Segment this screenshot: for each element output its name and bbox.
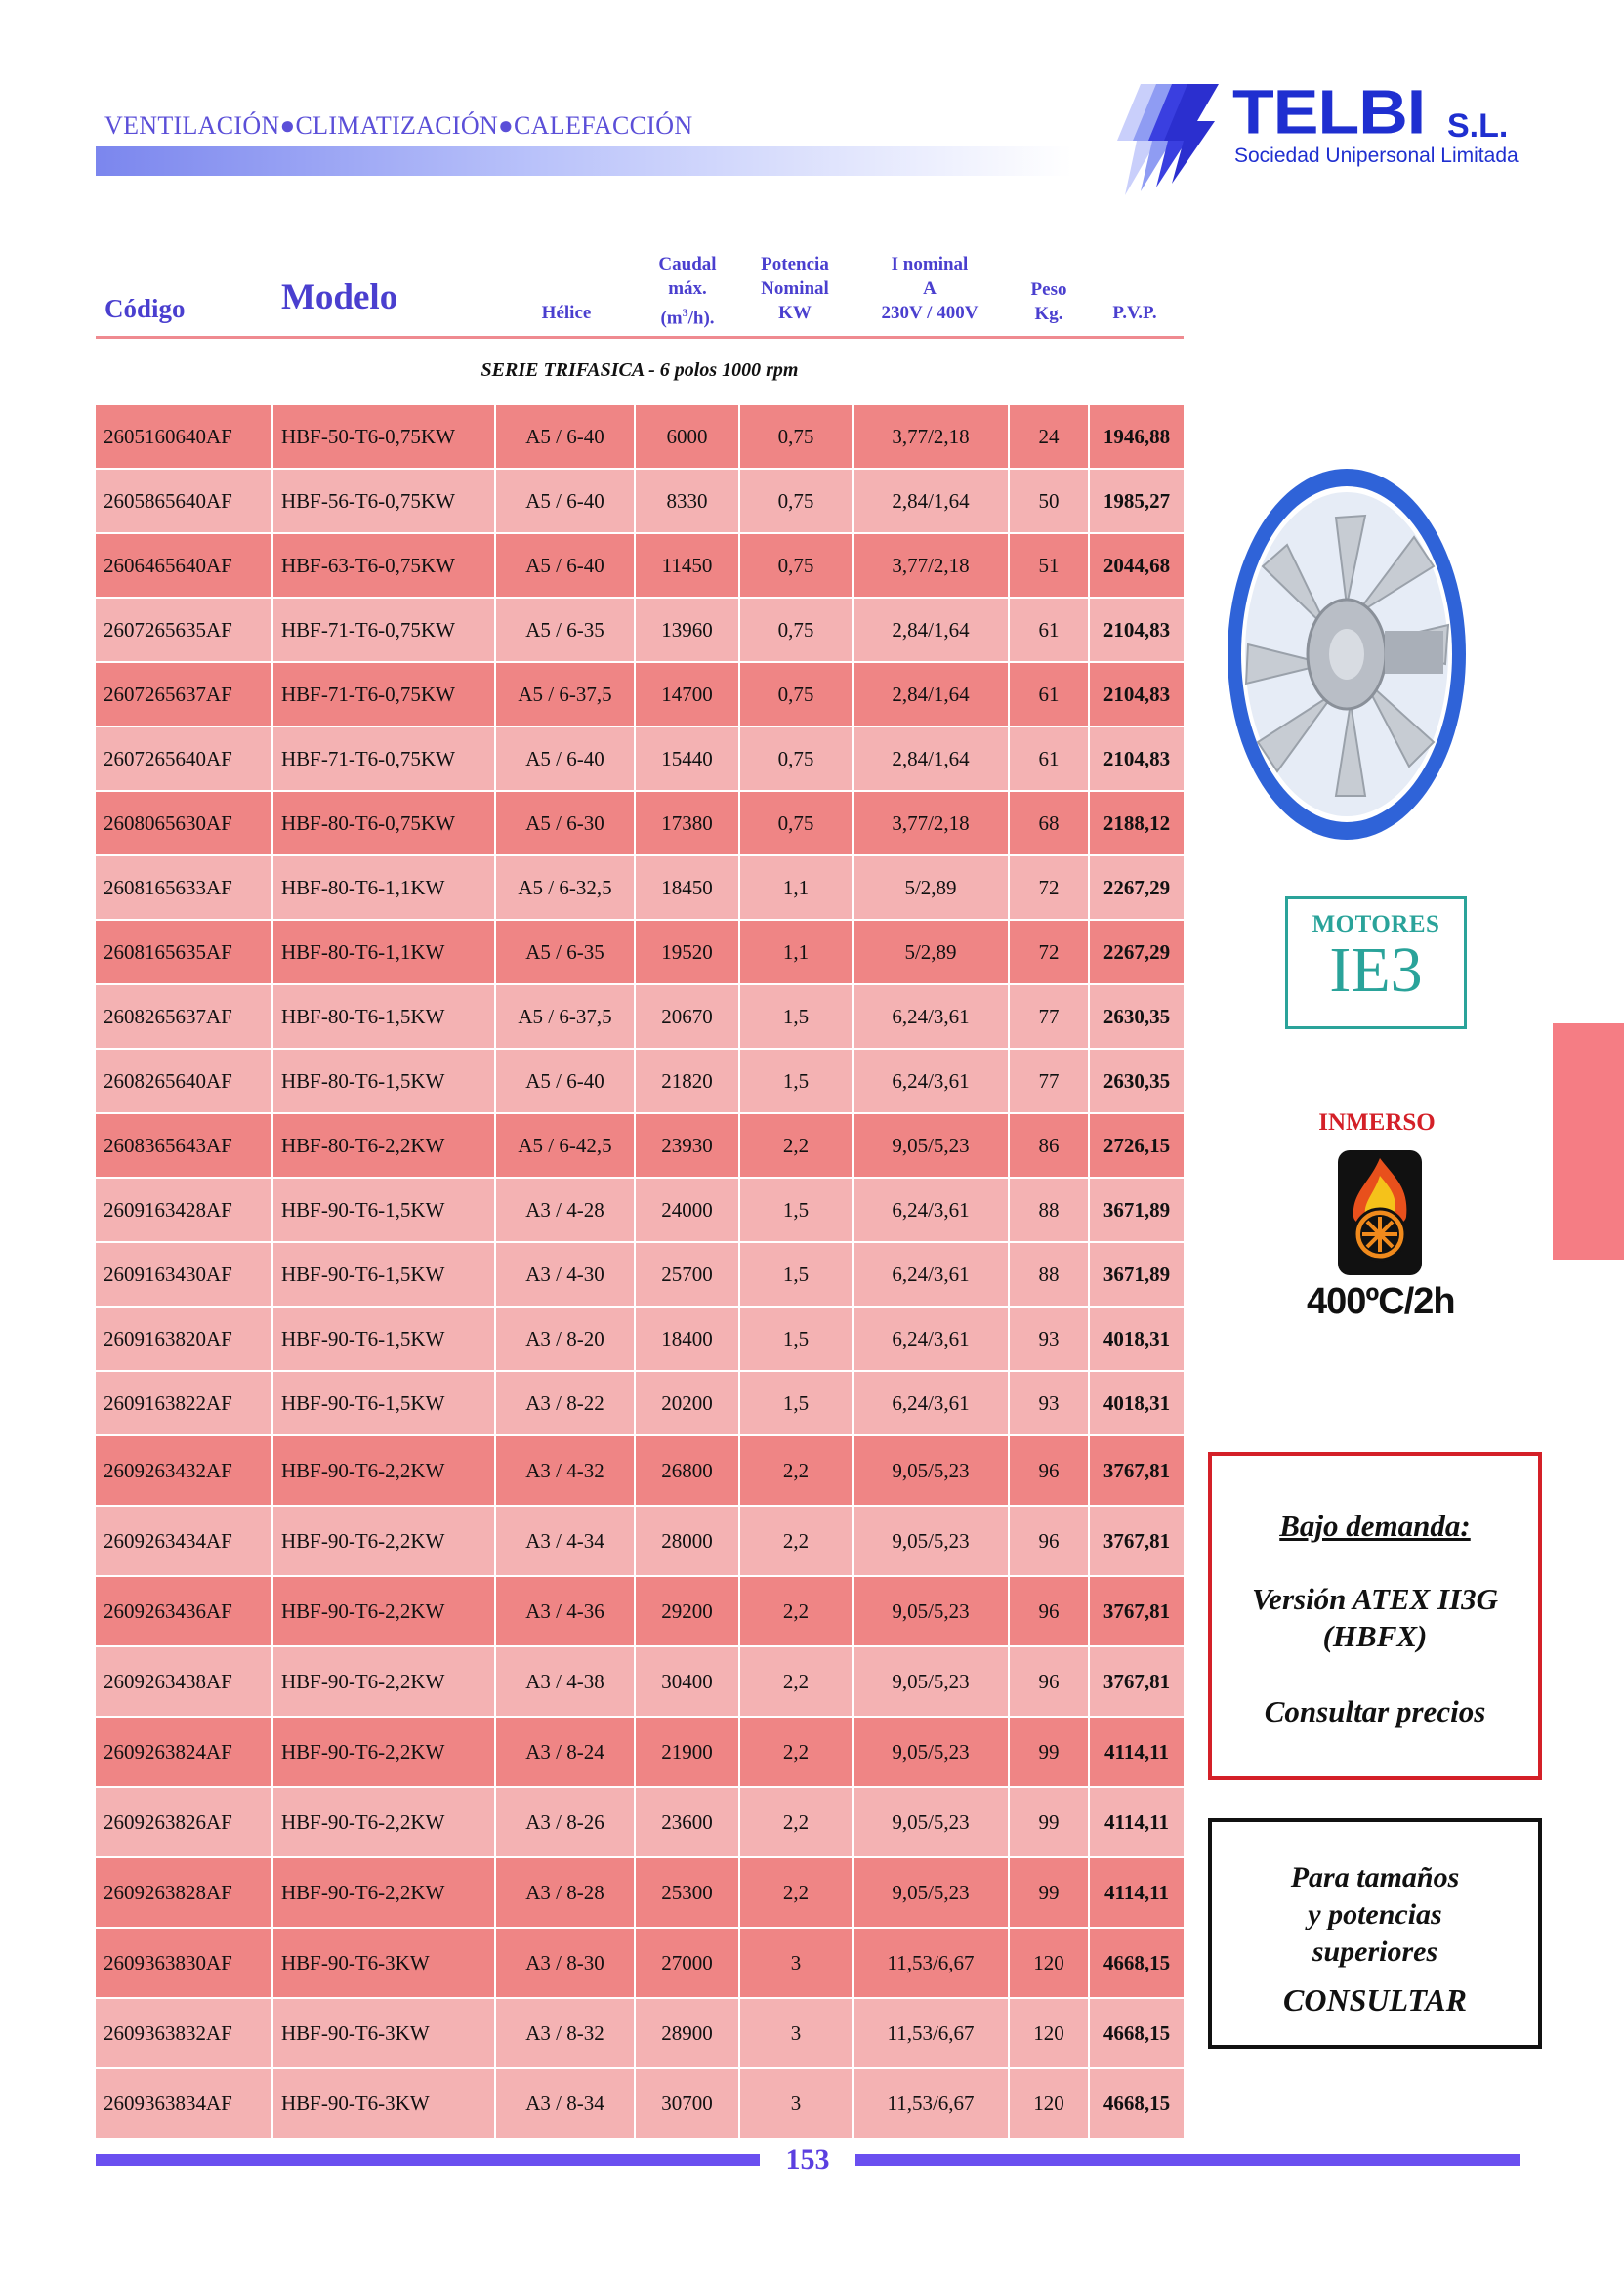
- cell-inominal: 6,24/3,61: [854, 1050, 1010, 1112]
- cell-peso: 77: [1010, 985, 1090, 1048]
- cell-peso: 72: [1010, 856, 1090, 919]
- cell-potencia: 0,75: [740, 792, 854, 854]
- cell-codigo: 2609363830AF: [96, 1929, 273, 1997]
- cell-inominal: 5/2,89: [854, 921, 1010, 983]
- cell-modelo: HBF-80-T6-0,75KW: [273, 792, 496, 854]
- table-row: [96, 470, 1184, 532]
- cell-modelo: HBF-90-T6-2,2KW: [273, 1788, 496, 1856]
- cell-peso: 93: [1010, 1372, 1090, 1434]
- cell-peso: 99: [1010, 1718, 1090, 1786]
- cell-peso: 96: [1010, 1507, 1090, 1575]
- cell-modelo: HBF-90-T6-3KW: [273, 1929, 496, 1997]
- cell-modelo: HBF-56-T6-0,75KW: [273, 470, 496, 532]
- cell-peso: 96: [1010, 1577, 1090, 1645]
- cell-modelo: HBF-90-T6-2,2KW: [273, 1718, 496, 1786]
- cell-pvp: 4668,15: [1103, 2091, 1171, 2115]
- cell-pvp: 2630,35: [1103, 1068, 1171, 1093]
- cell-peso: 24: [1010, 405, 1090, 468]
- table-row: [96, 856, 1184, 919]
- cell-potencia: 1,5: [740, 985, 854, 1048]
- cell-potencia: 1,5: [740, 1308, 854, 1370]
- cell-peso: 77: [1010, 1050, 1090, 1112]
- cell-peso: 68: [1010, 792, 1090, 854]
- footer-line-left: [96, 2154, 760, 2166]
- cell-helice: A5 / 6-35: [496, 599, 636, 661]
- cell-inominal: 2,84/1,64: [854, 599, 1010, 661]
- cell-potencia: 2,2: [740, 1788, 854, 1856]
- cell-caudal: 25700: [636, 1243, 740, 1306]
- cell-peso: 88: [1010, 1243, 1090, 1306]
- page-number: 153: [785, 2143, 830, 2176]
- cell-potencia: 0,75: [740, 599, 854, 661]
- cell-codigo: 2608165635AF: [96, 921, 273, 983]
- cell-pvp: 2630,35: [1103, 1004, 1171, 1028]
- cell-inominal: 6,24/3,61: [854, 1372, 1010, 1434]
- cell-helice: A5 / 6-40: [496, 1050, 636, 1112]
- table-row: [96, 1929, 1184, 1997]
- cell-inominal: 6,24/3,61: [854, 1308, 1010, 1370]
- cell-peso: 88: [1010, 1179, 1090, 1241]
- cell-peso: 96: [1010, 1436, 1090, 1505]
- cell-pvp: 3671,89: [1103, 1262, 1171, 1286]
- cell-peso: 50: [1010, 470, 1090, 532]
- cell-potencia: 3: [740, 1999, 854, 2067]
- cell-helice: A3 / 8-20: [496, 1308, 636, 1370]
- cell-potencia: 0,75: [740, 663, 854, 726]
- demand-prices: Consultar precios: [1264, 1694, 1486, 1728]
- cell-inominal: 9,05/5,23: [854, 1577, 1010, 1645]
- cell-inominal: 2,84/1,64: [854, 470, 1010, 532]
- cell-codigo: 2609263434AF: [96, 1507, 273, 1575]
- cell-helice: A3 / 8-32: [496, 1999, 636, 2067]
- cell-helice: A3 / 8-26: [496, 1788, 636, 1856]
- cell-caudal: 24000: [636, 1179, 740, 1241]
- cell-pvp: 2104,83: [1103, 617, 1171, 642]
- cell-codigo: 2609163430AF: [96, 1243, 273, 1306]
- cell-inominal: 6,24/3,61: [854, 1243, 1010, 1306]
- section-tab: [1553, 1023, 1624, 1260]
- cell-pvp: 3767,81: [1103, 1458, 1171, 1482]
- cell-codigo: 2609163428AF: [96, 1179, 273, 1241]
- cell-helice: A5 / 6-30: [496, 792, 636, 854]
- cell-modelo: HBF-80-T6-1,5KW: [273, 1050, 496, 1112]
- fire-rating: 400ºC/2h: [1307, 1281, 1455, 1322]
- cell-inominal: 9,05/5,23: [854, 1647, 1010, 1716]
- cell-caudal: 17380: [636, 792, 740, 854]
- cell-modelo: HBF-90-T6-1,5KW: [273, 1372, 496, 1434]
- cell-codigo: 2609263438AF: [96, 1647, 273, 1716]
- cell-helice: A3 / 8-34: [496, 2069, 636, 2138]
- cell-helice: A3 / 4-30: [496, 1243, 636, 1306]
- cell-pvp: 2044,68: [1103, 553, 1171, 577]
- cell-peso: 99: [1010, 1858, 1090, 1927]
- cell-helice: A5 / 6-40: [496, 534, 636, 597]
- cell-caudal: 29200: [636, 1577, 740, 1645]
- cell-codigo: 2607265640AF: [96, 727, 273, 790]
- table-row: [96, 1647, 1184, 1716]
- table-row: [96, 1507, 1184, 1575]
- cell-codigo: 2608165633AF: [96, 856, 273, 919]
- table-row: [96, 1718, 1184, 1786]
- cell-peso: 99: [1010, 1788, 1090, 1856]
- table-row: [96, 1308, 1184, 1370]
- table-row: [96, 534, 1184, 597]
- cell-potencia: 3: [740, 2069, 854, 2138]
- cell-pvp: 2267,29: [1103, 939, 1171, 964]
- cell-modelo: HBF-71-T6-0,75KW: [273, 599, 496, 661]
- cell-pvp: 4114,11: [1104, 1880, 1169, 1904]
- cell-caudal: 21820: [636, 1050, 740, 1112]
- axial-fan-image-icon: [1219, 459, 1475, 850]
- cell-potencia: 2,2: [740, 1718, 854, 1786]
- table-row: [96, 1999, 1184, 2067]
- cell-modelo: HBF-80-T6-1,5KW: [273, 985, 496, 1048]
- cell-pvp: 4668,15: [1103, 1950, 1171, 1974]
- table-row: [96, 1788, 1184, 1856]
- cell-potencia: 2,2: [740, 1114, 854, 1177]
- cell-codigo: 2609263824AF: [96, 1718, 273, 1786]
- cell-pvp: 2104,83: [1103, 682, 1171, 706]
- cell-potencia: 1,5: [740, 1243, 854, 1306]
- cell-codigo: 2609263826AF: [96, 1788, 273, 1856]
- cell-peso: 96: [1010, 1647, 1090, 1716]
- cell-modelo: HBF-71-T6-0,75KW: [273, 663, 496, 726]
- cell-modelo: HBF-80-T6-1,1KW: [273, 856, 496, 919]
- cell-helice: A5 / 6-37,5: [496, 663, 636, 726]
- cell-peso: 86: [1010, 1114, 1090, 1177]
- cell-potencia: 2,2: [740, 1507, 854, 1575]
- col-header-helice: Hélice: [541, 303, 592, 323]
- cell-peso: 93: [1010, 1308, 1090, 1370]
- table-row: [96, 792, 1184, 854]
- motores-label: MOTORES: [1312, 911, 1440, 937]
- cell-helice: A3 / 8-30: [496, 1929, 636, 1997]
- cell-helice: A5 / 6-32,5: [496, 856, 636, 919]
- cell-potencia: 3: [740, 1929, 854, 1997]
- cell-caudal: 20200: [636, 1372, 740, 1434]
- consult-box: [1208, 1818, 1542, 2049]
- table-row: [96, 1114, 1184, 1177]
- cell-potencia: 1,5: [740, 1372, 854, 1434]
- footer-line-right: [855, 2154, 1520, 2166]
- header-divider: [96, 336, 1184, 339]
- cell-modelo: HBF-50-T6-0,75KW: [273, 405, 496, 468]
- col-header-caudal: Caudal máx. $(m^3/h)$.: [658, 254, 717, 329]
- cell-caudal: 15440: [636, 727, 740, 790]
- cell-pvp: 4114,11: [1104, 1739, 1169, 1764]
- cell-potencia: 2,2: [740, 1647, 854, 1716]
- cell-inominal: 6,24/3,61: [854, 1179, 1010, 1241]
- lightning-logo-icon: [1103, 82, 1221, 197]
- cell-peso: 61: [1010, 663, 1090, 726]
- cell-potencia: 2,2: [740, 1436, 854, 1505]
- series-title: SERIE TRIFASICA - 6 polos 1000 rpm: [480, 359, 799, 381]
- logo-name: TELBI: [1232, 76, 1426, 147]
- cell-codigo: 2607265637AF: [96, 663, 273, 726]
- cell-caudal: 20670: [636, 985, 740, 1048]
- cell-inominal: 9,05/5,23: [854, 1788, 1010, 1856]
- cell-helice: A3 / 4-36: [496, 1577, 636, 1645]
- cell-modelo: HBF-90-T6-1,5KW: [273, 1243, 496, 1306]
- cell-caudal: 26800: [636, 1436, 740, 1505]
- cell-helice: A5 / 6-42,5: [496, 1114, 636, 1177]
- table-row: [96, 2069, 1184, 2138]
- cell-modelo: HBF-71-T6-0,75KW: [273, 727, 496, 790]
- cell-codigo: 2608065630AF: [96, 792, 273, 854]
- cell-codigo: 2608365643AF: [96, 1114, 273, 1177]
- cell-peso: 51: [1010, 534, 1090, 597]
- table-row: [96, 1050, 1184, 1112]
- cell-inominal: 9,05/5,23: [854, 1718, 1010, 1786]
- cell-potencia: 2,2: [740, 1858, 854, 1927]
- cell-pvp: 4114,11: [1104, 1809, 1169, 1834]
- cell-caudal: 25300: [636, 1858, 740, 1927]
- cell-inominal: 11,53/6,67: [854, 2069, 1010, 2138]
- cell-caudal: 13960: [636, 599, 740, 661]
- cell-pvp: 2188,12: [1103, 810, 1171, 835]
- cell-pvp: 1985,27: [1103, 488, 1171, 513]
- cell-caudal: 23930: [636, 1114, 740, 1177]
- cell-helice: A5 / 6-37,5: [496, 985, 636, 1048]
- motores-value: IE3: [1329, 934, 1423, 1006]
- cell-modelo: HBF-80-T6-1,1KW: [273, 921, 496, 983]
- cell-potencia: 2,2: [740, 1577, 854, 1645]
- cell-codigo: 2608265637AF: [96, 985, 273, 1048]
- cell-helice: A3 / 4-34: [496, 1507, 636, 1575]
- cell-pvp: 1946,88: [1103, 424, 1171, 448]
- cell-pvp: 3767,81: [1103, 1598, 1171, 1623]
- cell-pvp: 4668,15: [1103, 2020, 1171, 2045]
- cell-inominal: 3,77/2,18: [854, 405, 1010, 468]
- cell-codigo: 2608265640AF: [96, 1050, 273, 1112]
- cell-caudal: 18450: [636, 856, 740, 919]
- col-header-codigo: Código: [104, 294, 186, 323]
- cell-peso: 72: [1010, 921, 1090, 983]
- cell-codigo: 2609263828AF: [96, 1858, 273, 1927]
- cell-codigo: 2609263436AF: [96, 1577, 273, 1645]
- cell-caudal: 19520: [636, 921, 740, 983]
- cell-pvp: 4018,31: [1103, 1391, 1171, 1415]
- cell-modelo: HBF-90-T6-3KW: [273, 1999, 496, 2067]
- table-row: [96, 1372, 1184, 1434]
- cell-caudal: 11450: [636, 534, 740, 597]
- cell-potencia: 0,75: [740, 727, 854, 790]
- col-header-peso: Peso Kg.: [1030, 279, 1067, 324]
- cell-modelo: HBF-90-T6-3KW: [273, 2069, 496, 2138]
- cell-inominal: 2,84/1,64: [854, 663, 1010, 726]
- table-row: [96, 599, 1184, 661]
- cell-inominal: 9,05/5,23: [854, 1507, 1010, 1575]
- cell-helice: A3 / 8-28: [496, 1858, 636, 1927]
- cell-peso: 120: [1010, 2069, 1090, 2138]
- cell-peso: 120: [1010, 1929, 1090, 1997]
- fire-fan-icon: [1336, 1148, 1424, 1277]
- cell-codigo: 2605160640AF: [96, 405, 273, 468]
- cell-pvp: 2267,29: [1103, 875, 1171, 899]
- cell-codigo: 2609163822AF: [96, 1372, 273, 1434]
- table-row: [96, 921, 1184, 983]
- cell-pvp: 2104,83: [1103, 746, 1171, 770]
- ie3-motores-badge: [1285, 896, 1467, 1029]
- logo-subtitle: Sociedad Unipersonal Limitada: [1234, 145, 1519, 167]
- cell-modelo: HBF-80-T6-2,2KW: [273, 1114, 496, 1177]
- cell-modelo: HBF-90-T6-1,5KW: [273, 1308, 496, 1370]
- cell-pvp: 2726,15: [1103, 1133, 1171, 1157]
- table-row: [96, 1179, 1184, 1241]
- table-row: [96, 727, 1184, 790]
- cell-modelo: HBF-90-T6-2,2KW: [273, 1507, 496, 1575]
- cell-helice: A5 / 6-40: [496, 727, 636, 790]
- cell-caudal: 27000: [636, 1929, 740, 1997]
- on-demand-box: [1208, 1452, 1542, 1780]
- cell-inominal: 6,24/3,61: [854, 985, 1010, 1048]
- header-gradient-bar: [96, 146, 1072, 176]
- cell-peso: 120: [1010, 1999, 1090, 2067]
- cell-inominal: 9,05/5,23: [854, 1858, 1010, 1927]
- cell-caudal: 8330: [636, 470, 740, 532]
- table-row: [96, 1243, 1184, 1306]
- cell-helice: A3 / 4-28: [496, 1179, 636, 1241]
- cell-pvp: 3767,81: [1103, 1528, 1171, 1553]
- cell-inominal: 9,05/5,23: [854, 1114, 1010, 1177]
- consult-text: Para tamaños y potencias superiores: [1290, 1861, 1460, 1968]
- cell-helice: A3 / 4-32: [496, 1436, 636, 1505]
- cell-modelo: HBF-90-T6-1,5KW: [273, 1179, 496, 1241]
- cell-caudal: 30400: [636, 1647, 740, 1716]
- cell-helice: A5 / 6-35: [496, 921, 636, 983]
- cell-inominal: 3,77/2,18: [854, 792, 1010, 854]
- cell-caudal: 23600: [636, 1788, 740, 1856]
- cell-inominal: 3,77/2,18: [854, 534, 1010, 597]
- col-header-pvp: P.V.P.: [1112, 303, 1157, 323]
- cell-helice: A3 / 8-24: [496, 1718, 636, 1786]
- cell-caudal: 6000: [636, 405, 740, 468]
- logo-suffix: S.L.: [1447, 107, 1509, 145]
- header-tagline: VENTILACIÓN●CLIMATIZACIÓN●CALEFACCIÓN: [104, 111, 693, 140]
- cell-peso: 61: [1010, 727, 1090, 790]
- cell-inominal: 11,53/6,67: [854, 1999, 1010, 2067]
- cell-inominal: 5/2,89: [854, 856, 1010, 919]
- cell-codigo: 2606465640AF: [96, 534, 273, 597]
- col-header-inominal: I nominal A 230V / 400V: [881, 254, 979, 323]
- cell-helice: A3 / 4-38: [496, 1647, 636, 1716]
- table-row: [96, 985, 1184, 1048]
- inmerso-label: INMERSO: [1318, 1109, 1436, 1136]
- cell-inominal: 2,84/1,64: [854, 727, 1010, 790]
- cell-pvp: 4018,31: [1103, 1326, 1171, 1350]
- consult-cta: CONSULTAR: [1283, 1982, 1467, 2017]
- cell-modelo: HBF-90-T6-2,2KW: [273, 1647, 496, 1716]
- cell-codigo: 2609363834AF: [96, 2069, 273, 2138]
- cell-caudal: 21900: [636, 1718, 740, 1786]
- col-header-modelo: Modelo: [281, 277, 398, 317]
- cell-modelo: HBF-90-T6-2,2KW: [273, 1858, 496, 1927]
- cell-pvp: 3671,89: [1103, 1197, 1171, 1222]
- cell-codigo: 2609163820AF: [96, 1308, 273, 1370]
- demand-version: Versión ATEX II3G (HBFX): [1251, 1582, 1499, 1653]
- cell-helice: A5 / 6-40: [496, 405, 636, 468]
- cell-codigo: 2605865640AF: [96, 470, 273, 532]
- cell-pvp: 3767,81: [1103, 1669, 1171, 1693]
- table-row: [96, 1577, 1184, 1645]
- cell-caudal: 18400: [636, 1308, 740, 1370]
- table-row: [96, 405, 1184, 468]
- cell-caudal: 14700: [636, 663, 740, 726]
- cell-codigo: 2609263432AF: [96, 1436, 273, 1505]
- col-header-potencia: Potencia Nominal KW: [761, 254, 829, 323]
- table-row: [96, 663, 1184, 726]
- table-row: [96, 1436, 1184, 1505]
- cell-modelo: HBF-63-T6-0,75KW: [273, 534, 496, 597]
- cell-potencia: 0,75: [740, 470, 854, 532]
- cell-potencia: 1,1: [740, 921, 854, 983]
- cell-codigo: 2607265635AF: [96, 599, 273, 661]
- cell-modelo: HBF-90-T6-2,2KW: [273, 1577, 496, 1645]
- cell-caudal: 30700: [636, 2069, 740, 2138]
- cell-codigo: 2609363832AF: [96, 1999, 273, 2067]
- price-table: [96, 405, 1184, 2139]
- cell-potencia: 1,1: [740, 856, 854, 919]
- cell-caudal: 28000: [636, 1507, 740, 1575]
- cell-potencia: 1,5: [740, 1050, 854, 1112]
- cell-modelo: HBF-90-T6-2,2KW: [273, 1436, 496, 1505]
- cell-caudal: 28900: [636, 1999, 740, 2067]
- cell-inominal: 9,05/5,23: [854, 1436, 1010, 1505]
- demand-title: Bajo demanda:: [1279, 1509, 1471, 1543]
- table-row: [96, 1858, 1184, 1927]
- cell-inominal: 11,53/6,67: [854, 1929, 1010, 1997]
- cell-potencia: 1,5: [740, 1179, 854, 1241]
- cell-helice: A5 / 6-40: [496, 470, 636, 532]
- cell-potencia: 0,75: [740, 405, 854, 468]
- cell-potencia: 0,75: [740, 534, 854, 597]
- cell-peso: 61: [1010, 599, 1090, 661]
- cell-helice: A3 / 8-22: [496, 1372, 636, 1434]
